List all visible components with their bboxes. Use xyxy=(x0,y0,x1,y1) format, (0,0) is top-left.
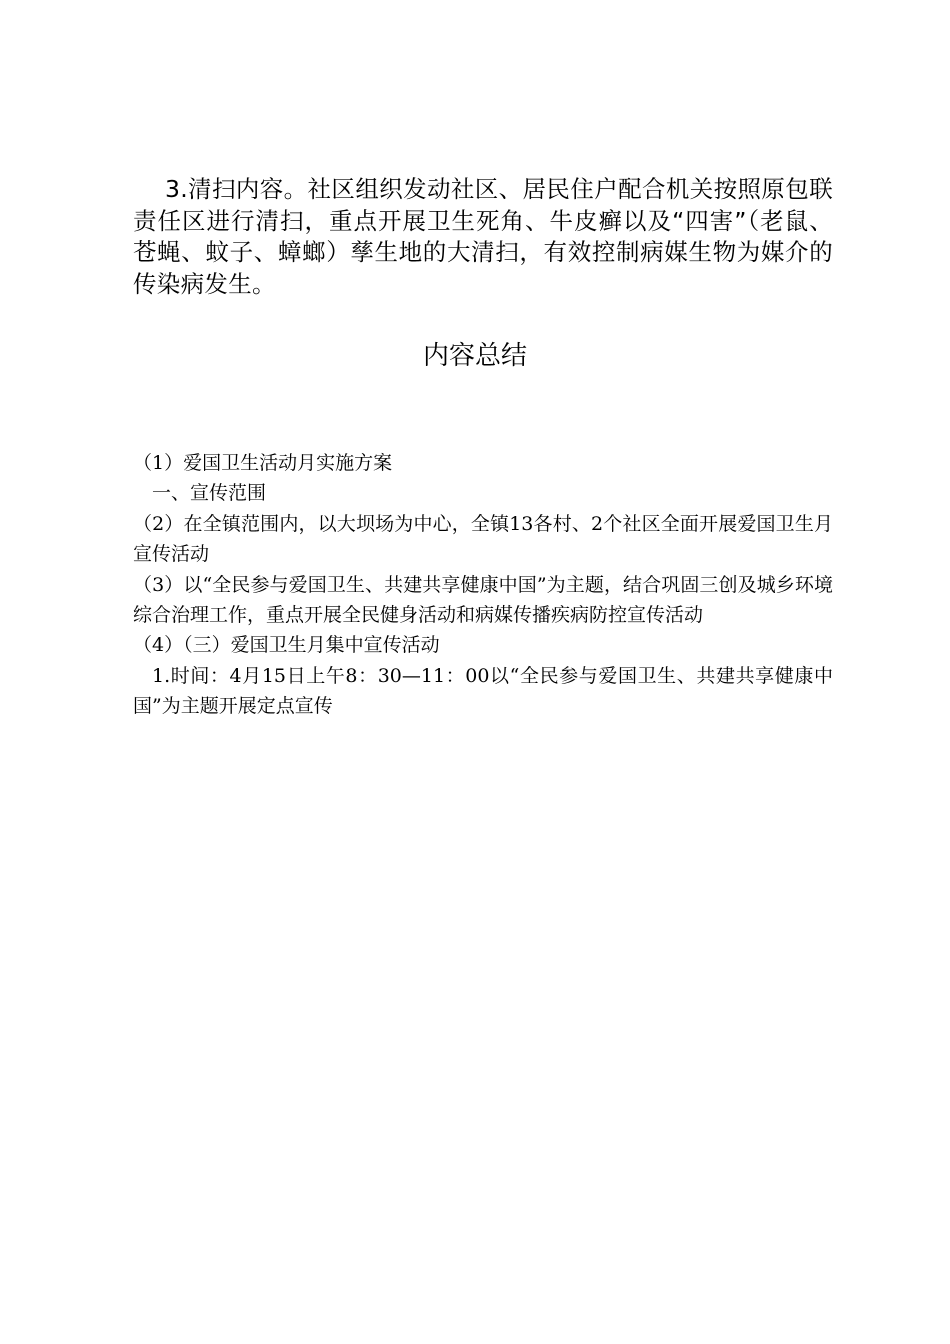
summary-item-2: （2）在全镇范围内，以大坝场为中心，全镇13各村、2个社区全面开展爱国卫生月宣传活动 xyxy=(133,512,833,566)
summary-item-1: （1）爱国卫生活动月实施方案 xyxy=(133,452,393,474)
summary-item-3: （3）以“全民参与爱国卫生、共建共享健康中国”为主题，结合巩固三创及城乡环境综合治理工作，重点开展全民健身活动和病媒传播疾病防控宣传活动 xyxy=(133,573,833,627)
summary-title: 内容总结 xyxy=(422,341,527,371)
summary-item-publicity-scope: 一、宣传范围 xyxy=(152,482,267,505)
summary-item-4: （4）（三）爱国卫生月集中宣传活动 xyxy=(133,634,440,657)
summary-item-time: 1.时间：4月15日上午8：30—11：00以“全民参与爱国卫生、共建共享健康中国”为主题开展定点宣传 xyxy=(133,664,833,718)
summary-section xyxy=(133,448,833,722)
cleaning-content-paragraph: 3.清扫内容。社区组织发动社区、居民住户配合机关按照原包联责任区进行清扫，重点开展卫生死角、牛皮癣以及“四害”（老鼠、苍蝇、蚊子、蟑螂）孳生地的大清扫，有效控制病媒生物为媒介的传染病发生。 xyxy=(133,175,833,298)
